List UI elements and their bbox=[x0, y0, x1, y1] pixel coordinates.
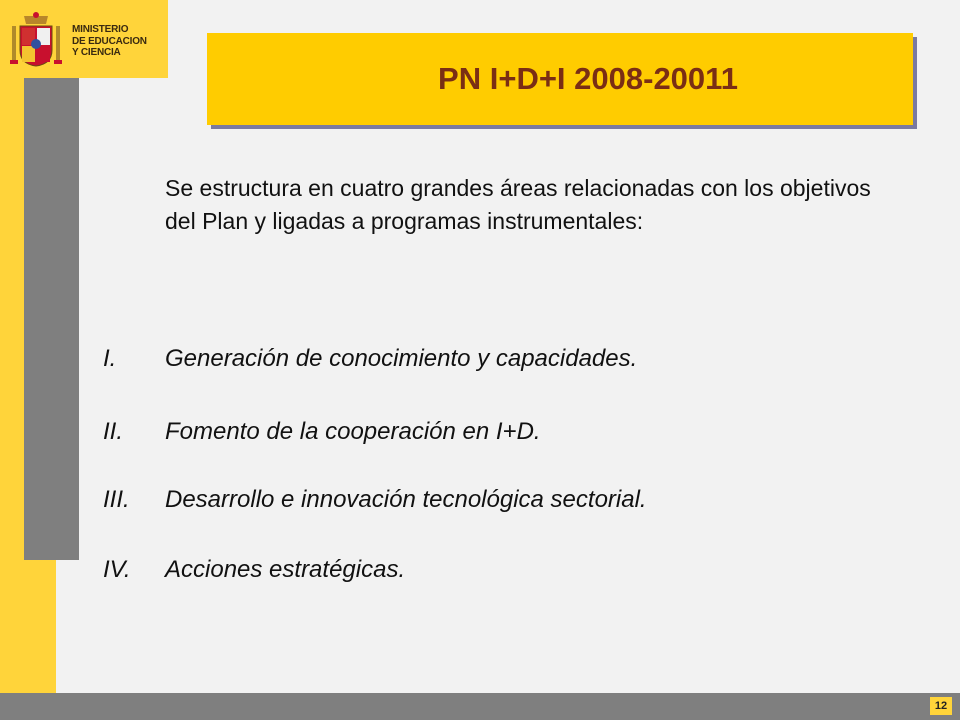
logo-line-3: Y CIENCIA bbox=[72, 47, 121, 58]
slide-title: PN I+D+I 2008-20011 bbox=[438, 61, 738, 96]
list-item-text: Generación de conocimiento y capacidades. bbox=[165, 345, 638, 372]
page-number: 12 bbox=[930, 697, 952, 715]
ministry-name bbox=[72, 24, 147, 59]
list-item-text: Fomento de la cooperación en I+D. bbox=[165, 418, 541, 445]
coat-of-arms-icon bbox=[10, 12, 62, 68]
footer-bar bbox=[0, 693, 960, 720]
ministry-logo bbox=[0, 0, 168, 78]
logo-line-2: DE EDUCACION bbox=[72, 35, 147, 47]
title-banner bbox=[207, 33, 913, 125]
list-item-text: Acciones estratégicas. bbox=[165, 556, 406, 583]
logo-line-1: MINISTERIO bbox=[72, 24, 129, 35]
list-item-number: IV. bbox=[103, 556, 131, 583]
list-item-number: III. bbox=[103, 486, 130, 513]
intro-paragraph: Se estructura en cuatro grandes áreas relacionadas con los objetivos del Plan y ligadas a programas instrumentales: bbox=[165, 175, 871, 234]
list-item-number: I. bbox=[103, 345, 117, 372]
left-gray-bar bbox=[24, 78, 79, 560]
list-item-number: II. bbox=[103, 418, 124, 445]
list-item-text: Desarrollo e innovación tecnológica sectorial. bbox=[165, 486, 647, 513]
